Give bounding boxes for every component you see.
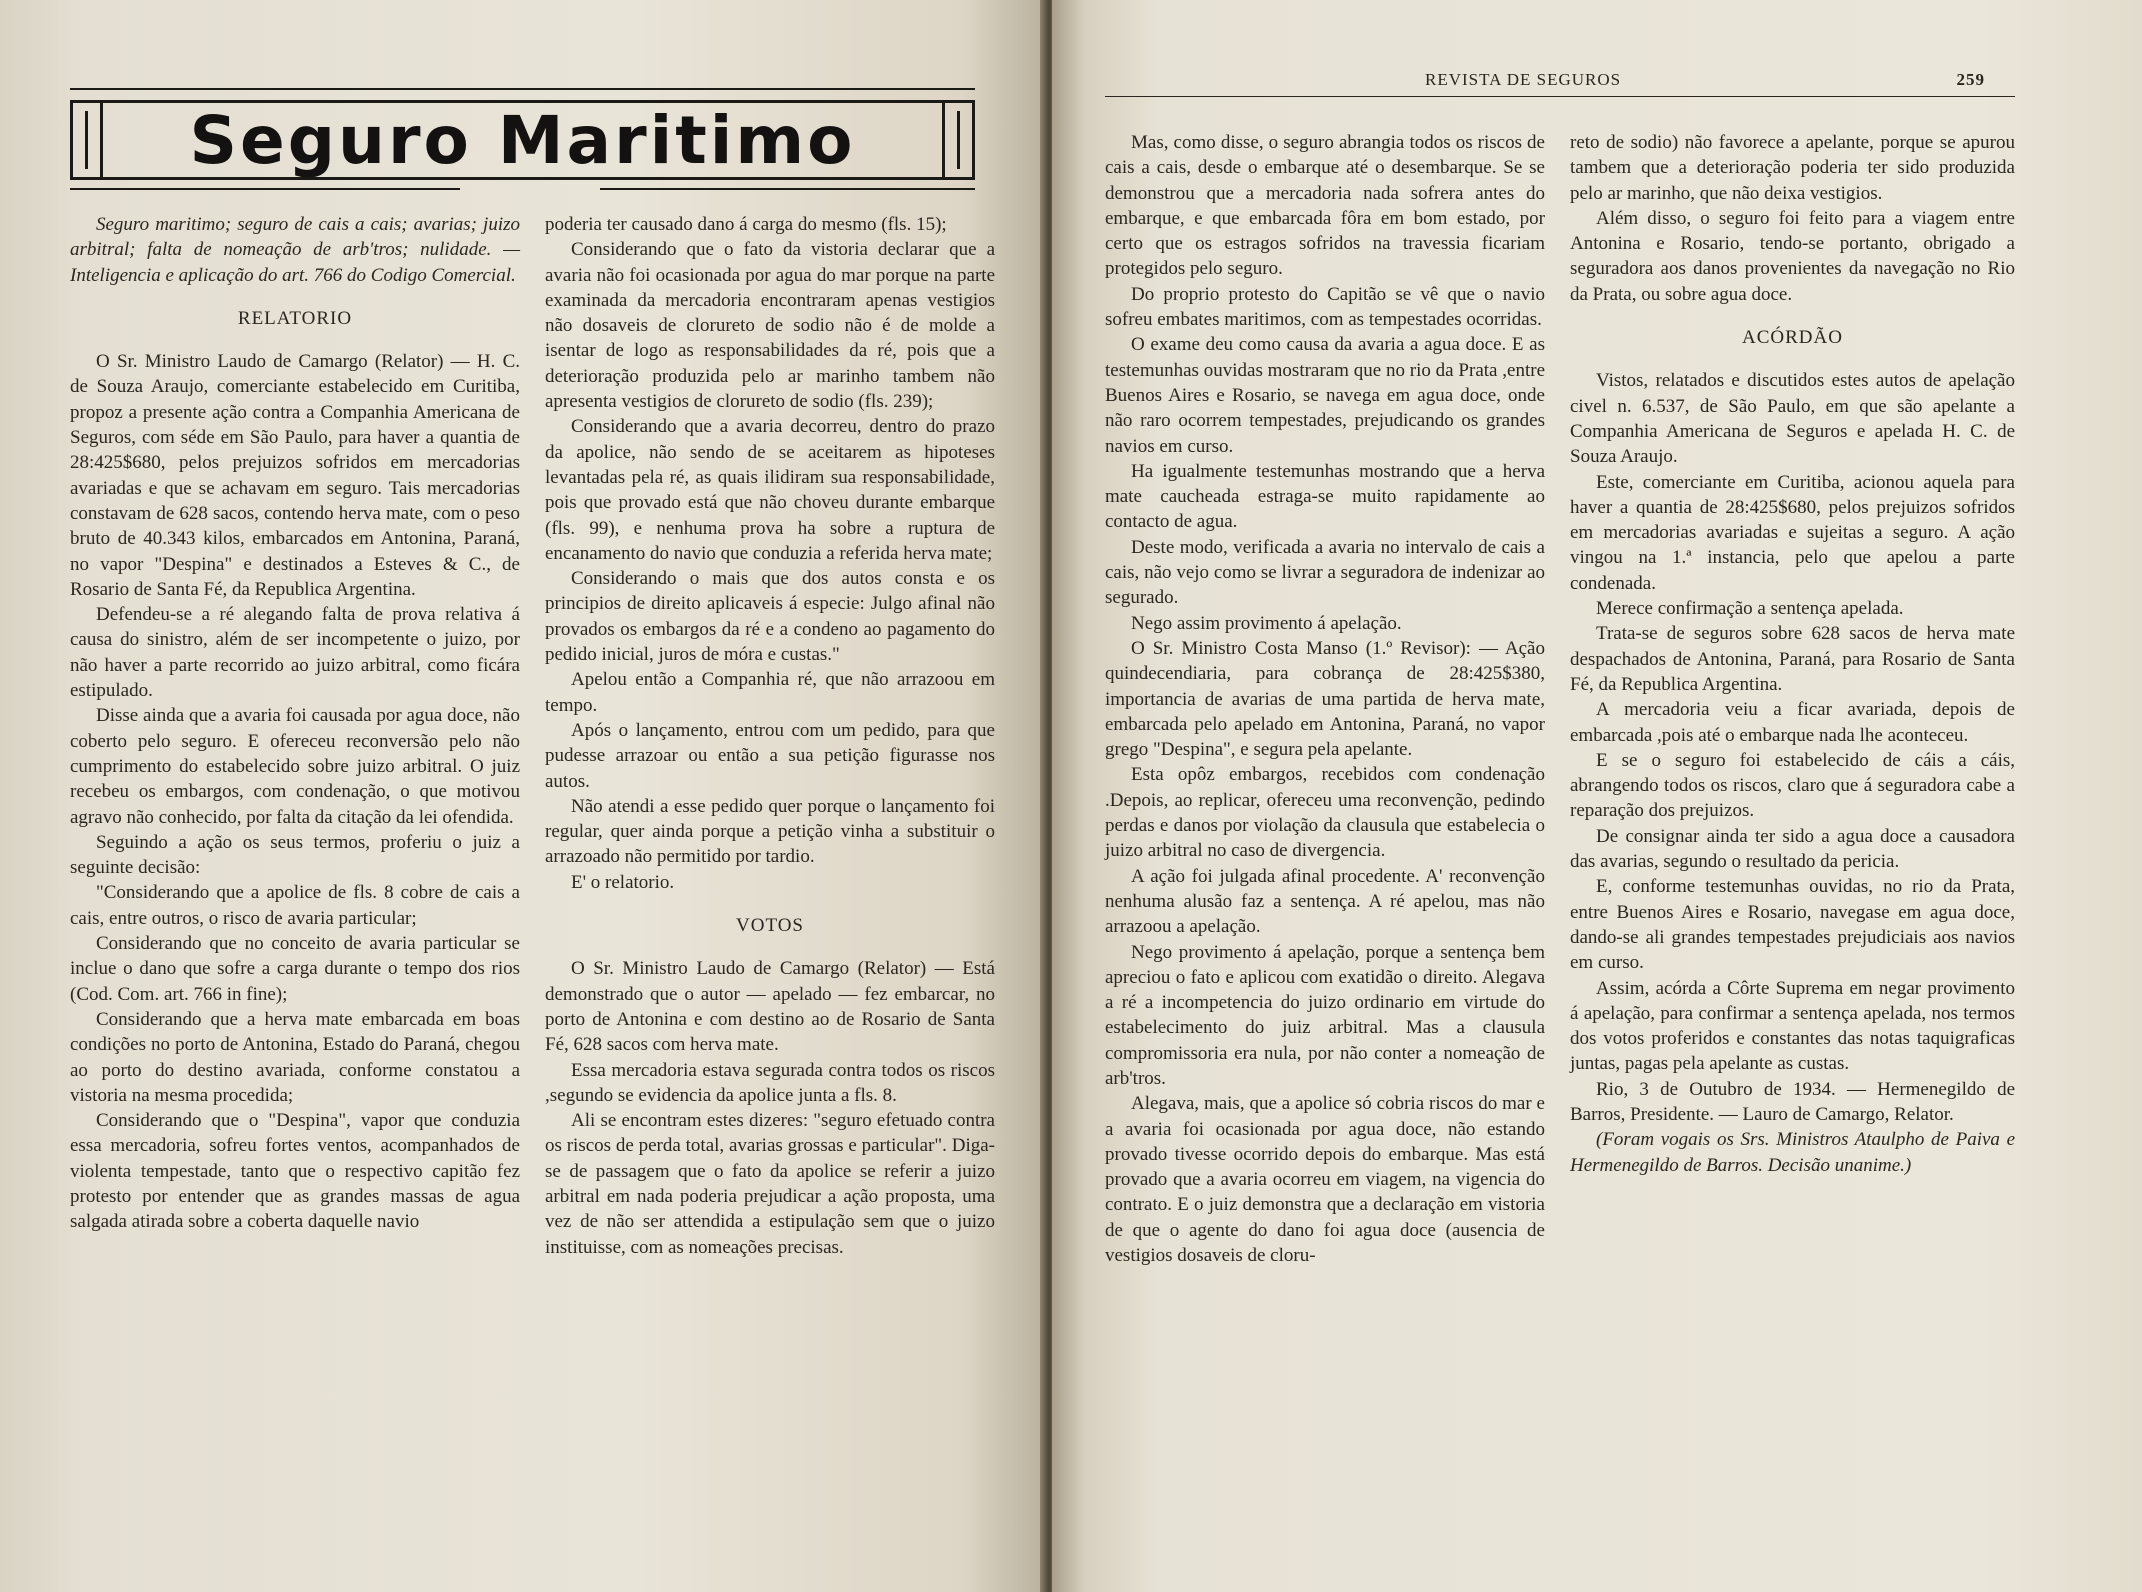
column-4 [1570, 130, 2015, 1178]
relatorio-heading: RELATORIO [237, 307, 353, 329]
col2-p6: Não atendi a esse pedido quer porque o lançamento foi regular, quer ainda porque a petição vinha a substituir o arrazoado não permitido por tardio. [545, 795, 995, 868]
col1-p0: O Sr. Ministro Laudo de Camargo (Relator) — H. C. de Souza Araujo, comerciante estabelecido em Curitiba, propoz a presente ação contra a Companhia Americana de Seguros, com séde em São Paulo, para haver a quantia de 28:425$680, pelos prejuizos sofridos em mercadorias avariadas e que se achavam em seguro. Tais mercadorias constavam de 628 sacos, contendo herva mate, com o peso bruto de 40.343 kilos, embarcados em Antonina, Paraná, no vapor "Despina" e destinados a Esteves & C., de Rosario de Santa Fé, da Republica Argentina. [70, 351, 520, 600]
col1-p7: Considerando que o "Despina", vapor que conduzia essa mercadoria, sofreu fortes ventos, acompanhados de violenta tempestade, tanto que o respectivo capitão fez protesto por entender que as grandes massas de agua salgada atirada sobre a coberta daquelle navio [70, 1110, 520, 1233]
col1-p6: Considerando que a herva mate embarcada em boas condições no porto de Antonina, Estado do Paraná, chegou ao porto do destino avariada, conforme constatou a vistoria na mesma procedida; [70, 1008, 520, 1106]
col4-p2: Vistos, relatados e discutidos estes autos de apelação civel n. 6.537, de São Paulo, em que são apelante a Companhia Americana de Seguros e apelada H. C. de Souza Araujo. [1570, 370, 2015, 468]
column-3 [1105, 130, 1545, 1268]
col4-p12: (Foram vogais os Srs. Ministros Ataulpho de Paiva e Hermenegildo de Barros. Decisão unanime.) [1570, 1129, 2015, 1176]
col3-p1: Do proprio protesto do Capitão se vê que o navio sofreu embates maritimos, com as tempestades ocorridas. [1105, 283, 1545, 331]
header-rule [1105, 96, 2015, 97]
title-ornament-left [85, 111, 88, 169]
summary [70, 212, 520, 288]
col3-p0: Mas, como disse, o seguro abrangia todos os riscos de cais a cais, desde o embarque até o desembarque. Se se demonstrou que a mercadoria nada sofrera antes do embarque, e que embarcada fôra em bom estado, por certo que os estragos sofridos na travessia ficariam protegidos pelo seguro. [1105, 132, 1545, 280]
page-number: 259 [1956, 70, 1985, 89]
col3-p3: Ha igualmente testemunhas mostrando que a herva mate caucheada estraga-se muito rapidamente ao contacto de agua. [1105, 460, 1545, 533]
title-box [70, 100, 975, 180]
title-top-rule [70, 88, 975, 90]
col4-p0: reto de sodio) não favorece a apelante, porque se apurou tambem que a deterioração poderia ter sido produzida pelo ar marinho, que não deixa vestigios. [1570, 132, 2015, 204]
col2-p5: Após o lançamento, entrou com um pedido, para que pudesse arrazoar ou então a sua petição figurasse nos autos. [545, 719, 995, 792]
col3-p6: O Sr. Ministro Costa Manso (1.º Revisor): — Ação quindecendiaria, para cobrança de 28:425$380, importancia de avarias de uma partida de herva mate, embarcada pelo apelado em Antonina, Paraná, no vapor grego "Despina", e segura pela apelante. [1105, 637, 1545, 761]
col2-p4: Apelou então a Companhia ré, que não arrazoou em tempo. [545, 669, 995, 716]
col2-p3: Considerando o mais que dos autos consta e os principios de direito aplicaveis á especie: Julgo afinal não provados os embargos da ré e a condeno ao pagamento do pedido inicial, juros de móra e custas." [545, 568, 995, 666]
votos-heading: VOTOS [736, 915, 804, 937]
col2-p7: E' o relatorio. [571, 871, 675, 893]
title-divider-right [942, 102, 945, 178]
title-ornament-right [957, 111, 960, 169]
col4-p5: Trata-se de seguros sobre 628 sacos de herva mate despachados de Antonina, Paraná, para Rosario de Santa Fé, da Republica Argentina. [1570, 623, 2015, 695]
col2-p9: Essa mercadoria estava segurada contra todos os riscos ,segundo se evidencia da apolice junta a fls. 8. [545, 1059, 995, 1106]
col4-p1: Além disso, o seguro foi feito para a viagem entre Antonina e Rosario, tendo-se portanto, obrigado a seguradora aos danos provenientes da navegação no Rio da Prata, ou sobre agua doce. [1570, 207, 2015, 305]
title-bottom-rule-left [70, 188, 460, 190]
col2-p0: poderia ter causado dano á carga do mesmo (fls. 15); [545, 214, 947, 235]
col4-p9: E, conforme testemunhas ouvidas, no rio da Prata, entre Buenos Aires e Rosario, navegase em agua doce, dando-se ali grandes tempestades prejudiciais aos navios em curso. [1570, 876, 2015, 974]
title-bottom-rule-right [600, 188, 975, 190]
column-1 [70, 212, 520, 1235]
col4-p6: A mercadoria veiu a ficar avariada, depois de embarcada ,pois até o embarque nada lhe aconteceu. [1570, 699, 2015, 746]
col3-p8: A ação foi julgada afinal procedente. A' reconvenção nenhuma alusão faz a sentença. A ré apelou, mas não arrazoou a apelação. [1105, 865, 1545, 938]
col1-p5: Considerando que no conceito de avaria particular se inclue o dano que sofre a carga durante o tempo dos rios (Cod. Com. art. 766 in fine); [70, 933, 520, 1005]
col1-p4: "Considerando que a apolice de fls. 8 cobre de cais a cais, entre outros, o risco de avaria particular; [70, 882, 520, 929]
col2-p10: Ali se encontram estes dizeres: "seguro efetuado contra os riscos de perda total, avarias grossas e particular". Diga-se de passagem que o fato da apolice se referir a juizo arbitral em nada poderia prejudicar a ação proposta, uma vez de não ser attendida a estipulação sem que o juizo instituisse, com as nomeações precisas. [545, 1110, 995, 1258]
col4-p8: De consignar ainda ter sido a agua doce a causadora das avarias, segundo o resultado da pericia. [1570, 825, 2015, 873]
col1-p2: Disse ainda que a avaria foi causada por agua doce, não coberto pelo seguro. E ofereceu reconversão pelo não cumprimento do estabelecido sobre juizo arbitral. O juiz recebeu os embargos, com condenação, o que motivou agravo não conhecido, por falta da citação da lei ofendida. [70, 705, 520, 828]
running-title: REVISTA DE SEGUROS [1425, 70, 1622, 89]
article-title: Seguro Maritimo [189, 101, 856, 179]
col3-p9: Nego provimento á apelação, porque a sentença bem apreciou o fato e aplicou com exatidão o direito. Alegava a ré a incompetencia do juizo ordinario em virtude do estabelecimento do juiz arbitral. Mas a clausula compromissoria era nula, por não conter a nomeação de arb'tros. [1105, 941, 1545, 1089]
col3-p5: Nego assim provimento á apelação. [1131, 612, 1402, 634]
col1-p3: Seguindo a ação os seus termos, proferiu o juiz a seguinte decisão: [70, 831, 520, 879]
col4-p10: Assim, acórda a Côrte Suprema em negar provimento á apelação, para confirmar a sentença apelada, nos termos dos votos proferidos e constantes das notas taquigraficas juntas, pagas pela apelante as custas. [1570, 977, 2015, 1075]
col4-p3: Este, comerciante em Curitiba, acionou aquela para haver a quantia de 28:425$680, pelos prejuizos sofridos em mercadorias avariadas e sujeitas a seguro. A ação vingou na 1.ª instancia, pelo que apelou a parte condenada. [1570, 471, 2015, 594]
col3-p7: Esta opôz embargos, recebidos com condenação .Depois, ao replicar, ofereceu uma reconvenção, pedindo perdas e danos por violação da clausula que estabelecia o juizo arbitral no caso de divergencia. [1105, 764, 1545, 862]
col2-p1: Considerando que o fato da vistoria declarar que a avaria não foi ocasionada por agua do mar porque na parte examinada da mercadoria encontraram apenas vestigios não dosaveis de clorureto de sodio não é de molde a isentar de logo as responsabilidades da ré, pois que a deterioração produzida pelo ar marinho tambem não apresenta vestigios de clorureto de sodio (fls. 239); [545, 239, 995, 413]
col2-p2: Considerando que a avaria decorreu, dentro do prazo da apolice, não sendo de se aceitarem as hipoteses levantadas pela ré, as quais ilidiram sua responsabilidade, pois que provado está que não choveu durante embarque (fls. 99), e nenhuma prova ha sobre a ruptura de encanamento do navio que conduzia a referida herva mate; [545, 416, 995, 564]
column-2 [545, 212, 995, 1260]
col3-p10: Alegava, mais, que a apolice só cobria riscos do mar e a avaria foi ocasionada por agua doce, não estando provado tivesse ocorrido depois do embarque. Mas está provado que a avaria ocorreu em viagem, na vigencia do contrato. E o juiz demonstra que a declaração em vistoria de que o agente do dano foi agua doce (ausencia de vestigios dosaveis de cloru- [1105, 1093, 1545, 1267]
col3-p4: Deste modo, verificada a avaria no intervalo de cais a cais, não vejo como se livrar a seguradora de indenizar ao segurado. [1105, 536, 1545, 609]
col3-p2: O exame deu como causa da avaria a agua doce. E as testemunhas ouvidas mostraram que no rio da Prata ,entre Buenos Aires e Rosario, se navega em agua doce, onde não raro ocorrem tempestades, prejudicando os grandes navios em curso. [1105, 334, 1545, 457]
col2-p8: O Sr. Ministro Laudo de Camargo (Relator) — Está demonstrado que o autor — apelado — fez embarcar, no porto de Antonina e com destino ao de Rosario de Santa Fé, 628 sacos com herva mate. [545, 958, 995, 1056]
summary-text: Seguro maritimo; seguro de cais a cais; avarias; juizo arbitral; falta de nomeação de arb'tros; nulidade. — Inteligencia e aplicação do art. 766 do Codigo Comercial. [70, 214, 520, 286]
acordao-heading: ACÓRDÃO [1742, 327, 1843, 349]
left-page [0, 0, 1045, 1592]
col1-p1: Defendeu-se a ré alegando falta de prova relativa á causa do sinistro, além de ser incompetente o juizo, por não haver a parte recorrido ao juizo arbitral, como ficára estipulado. [70, 604, 520, 702]
col4-p4: Merece confirmação a sentença apelada. [1596, 598, 1904, 620]
col4-p7: E se o seguro foi estabelecido de cáis a cáis, abrangendo todos os riscos, claro que á seguradora cabe a reparação dos prejuizos. [1570, 749, 2015, 822]
col4-p11: Rio, 3 de Outubro de 1934. — Hermenegildo de Barros, Presidente. — Lauro de Camargo, Relator. [1570, 1078, 2015, 1125]
